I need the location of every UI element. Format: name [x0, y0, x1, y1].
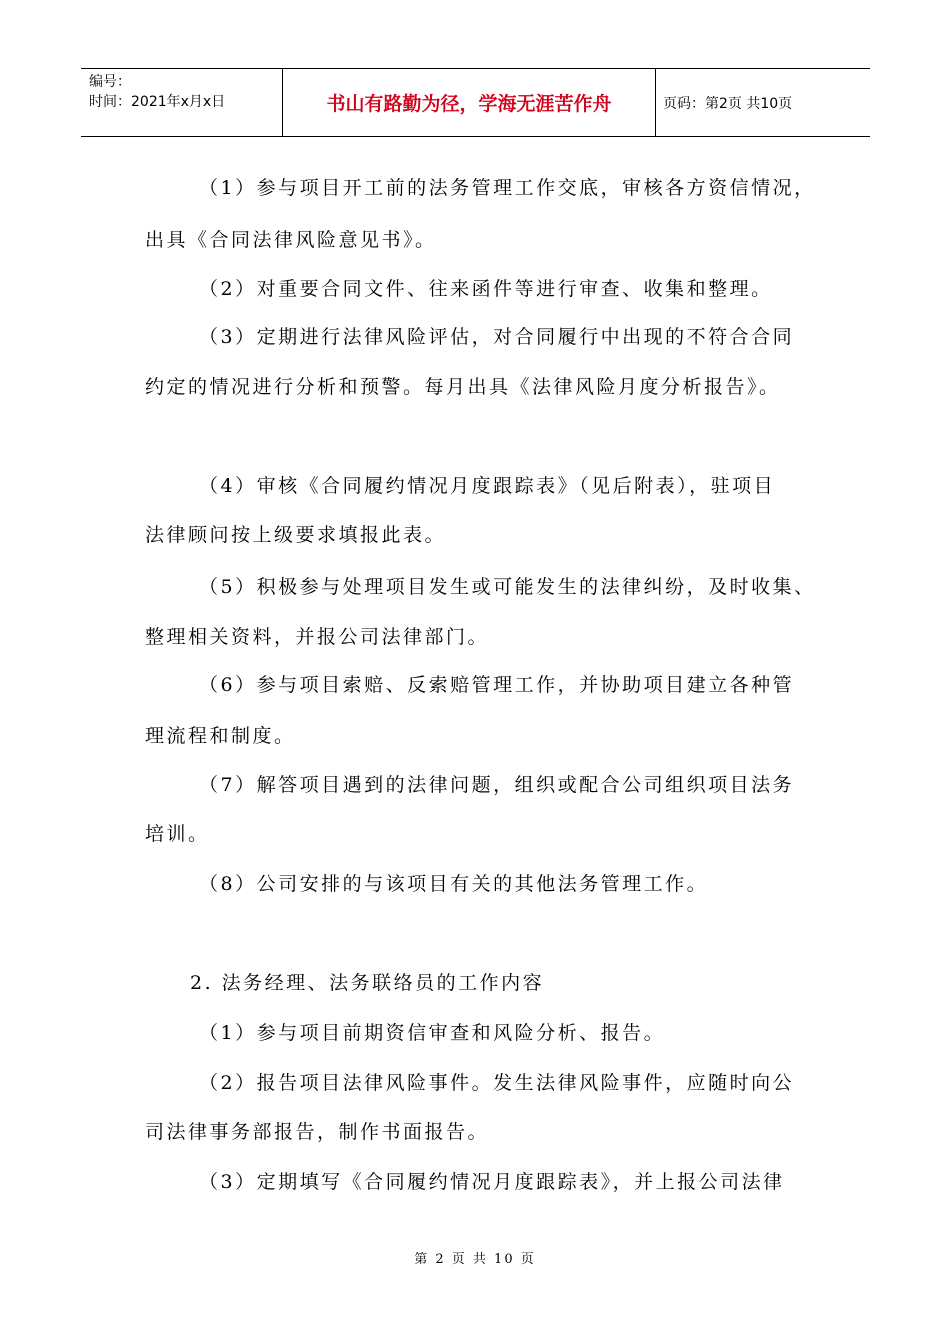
paragraph-line: 司法律事务部报告，制作书面报告。 [145, 1121, 490, 1143]
document-date: 时间：2021年x月x日 [89, 94, 226, 110]
section-heading: 2. 法务经理、法务联络员的工作内容 [190, 972, 545, 994]
paragraph-line: （3）定期进行法律风险评估，对合同履行中出现的不符合合同 [199, 326, 795, 348]
paragraph-line: （2）对重要合同文件、往来函件等进行审查、收集和整理。 [199, 278, 773, 300]
paragraph-line: （1）参与项目前期资信审查和风险分析、报告。 [199, 1022, 666, 1044]
paragraph-line: （2）报告项目法律风险事件。发生法律风险事件，应随时向公 [199, 1072, 795, 1094]
paragraph-line: 法律顾问按上级要求填报此表。 [145, 524, 447, 546]
page-footer: 第 2 页 共 10 页 [414, 1252, 536, 1267]
header-motto: 书山有路勤为径，学海无涯苦作舟 [326, 93, 612, 115]
paragraph-line: （6）参与项目索赔、反索赔管理工作，并协助项目建立各种管 [199, 674, 795, 696]
paragraph-line: 约定的情况进行分析和预警。每月出具《法律风险月度分析报告》。 [145, 376, 781, 398]
paragraph-line: （3）定期填写《合同履约情况月度跟踪表》，并上报公司法律 [199, 1171, 785, 1193]
paragraph-line: （1）参与项目开工前的法务管理工作交底，审核各方资信情况， [199, 177, 816, 199]
paragraph-line: （7）解答项目遇到的法律问题，组织或配合公司组织项目法务 [199, 774, 795, 796]
paragraph-line: 整理相关资料，并报公司法律部门。 [145, 626, 490, 648]
paragraph-line: 理流程和制度。 [145, 725, 296, 747]
header-meta [89, 72, 279, 112]
paragraph-line: 出具《合同法律风险意见书》。 [145, 229, 437, 251]
page-header [81, 68, 870, 137]
header-divider [655, 69, 656, 136]
document-number-label: 编号： [89, 74, 131, 90]
header-page-number: 页码：第2页 共10页 [663, 95, 793, 112]
paragraph-line: （8）公司安排的与该项目有关的其他法务管理工作。 [199, 873, 709, 895]
paragraph-line: （4）审核《合同履约情况月度跟踪表》（见后附表），驻项目 [199, 475, 776, 497]
paragraph-line: 培训。 [145, 823, 210, 845]
paragraph-line: （5）积极参与处理项目发生或可能发生的法律纠纷，及时收集、 [199, 576, 816, 598]
